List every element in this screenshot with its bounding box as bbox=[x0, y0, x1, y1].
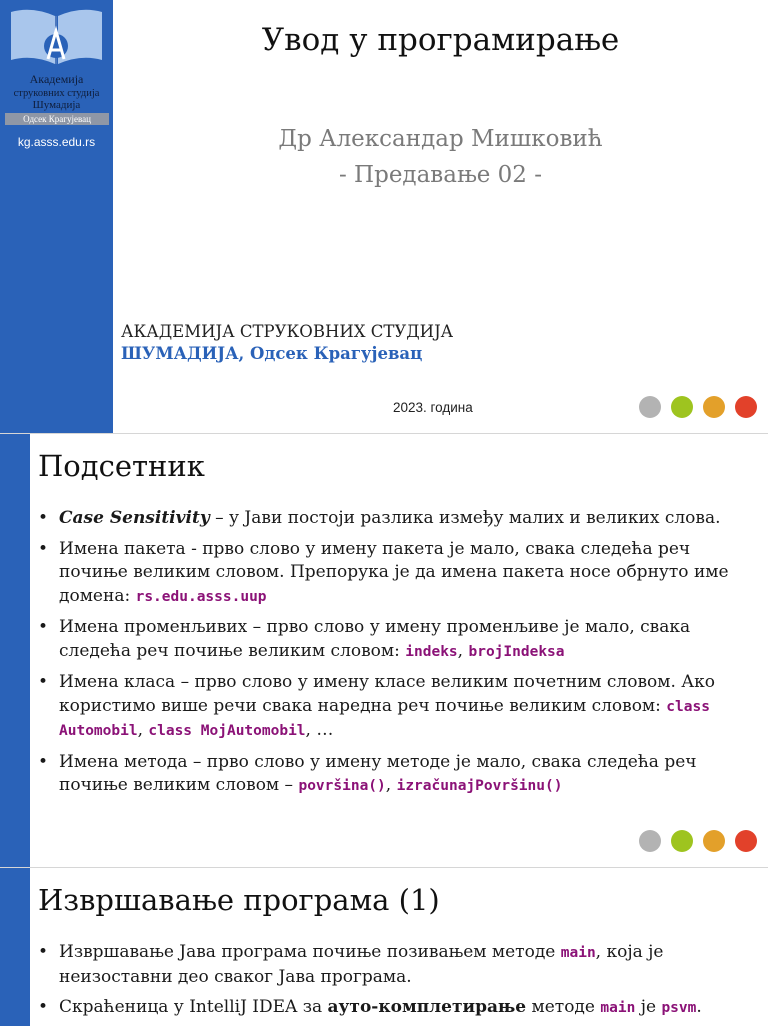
program-execution-slide bbox=[0, 868, 768, 1026]
code-snippet: površina() bbox=[298, 778, 386, 794]
logo-department: Одсек Крагујевац bbox=[5, 113, 109, 125]
author-name: Др Александар Мишковић bbox=[278, 126, 603, 152]
side-bar bbox=[0, 434, 30, 867]
academy-logo bbox=[0, 0, 113, 160]
green-dot-icon bbox=[671, 396, 693, 418]
bullet-icon: • bbox=[38, 617, 49, 637]
code-snippet: class Automobil bbox=[59, 698, 710, 739]
list-item: • Имена пакета - прво слово у имену пакета је мало, свака следећа реч почиње великим словом. Препорука је да имена пакета носе обрнуто име домена: rs.edu.asss.uup bbox=[38, 538, 729, 606]
bullet-icon: • bbox=[38, 538, 49, 559]
bullet-icon: • bbox=[38, 997, 49, 1017]
orange-dot-icon bbox=[703, 830, 725, 852]
academy-url: kg.asss.edu.rs bbox=[17, 135, 96, 149]
bullet-list bbox=[38, 507, 760, 806]
red-dot-icon bbox=[735, 830, 757, 852]
bullet-icon: • bbox=[38, 508, 49, 528]
logo-name-line1: Академија bbox=[29, 72, 84, 86]
academy-name: АКАДЕМИЈА СТРУКОВНИХ СТУДИЈА bbox=[121, 322, 454, 341]
code-snippet: izračunajPovršinu() bbox=[396, 778, 563, 794]
slide-heading: Подсетник bbox=[38, 449, 205, 483]
bullet-icon: • bbox=[38, 751, 49, 772]
code-snippet: class MojAutomobil bbox=[148, 723, 306, 739]
gray-dot-icon bbox=[639, 830, 661, 852]
department-name: ШУМАДИЈА, Одсек Крагујевац bbox=[121, 344, 423, 363]
reminder-slide bbox=[0, 434, 768, 867]
lecture-number: - Предавање 02 - bbox=[338, 162, 543, 188]
slide-heading: Извршавање програма (1) bbox=[38, 883, 440, 917]
list-item: • Имена променљивих – прво слово у имену променљиве је мало, свака следећа реч почиње великим словом: indeks, brojIndeksa bbox=[38, 617, 691, 661]
title-slide bbox=[0, 0, 768, 433]
red-dot-icon bbox=[735, 396, 757, 418]
list-item: • Извршавање Јава програма почиње позивањем методе main, која је неизоставни део сваког Јава програма. bbox=[38, 942, 664, 987]
logo-name-line2: струковних студија bbox=[13, 88, 100, 99]
bullet-icon: • bbox=[38, 672, 49, 692]
decorative-dots bbox=[639, 830, 757, 852]
gray-dot-icon bbox=[639, 396, 661, 418]
bullet-icon: • bbox=[38, 942, 49, 962]
code-snippet: main bbox=[600, 1000, 636, 1016]
list-item: • Case Sensitivity – у Јави постоји разлика између малих и великих слова. bbox=[38, 507, 760, 531]
green-dot-icon bbox=[671, 830, 693, 852]
code-snippet: main bbox=[560, 945, 596, 961]
side-bar bbox=[0, 868, 30, 1026]
code-snippet: indeks bbox=[405, 643, 458, 660]
list-item: • Имена класа – прво слово у имену класе великим почетним словом. Ако користимо више речи свака наредна реч почиње великим словом: class Automobil, class MojAutomobil, … bbox=[38, 672, 716, 740]
year-label: 2023. година bbox=[393, 400, 473, 415]
bullet-list bbox=[38, 941, 760, 1026]
orange-dot-icon bbox=[703, 396, 725, 418]
course-title: Увод у програмирање bbox=[261, 22, 620, 58]
book-emblem-icon bbox=[8, 6, 105, 68]
list-item: • Имена метода – прво слово у имену методе је мало, свака следећа реч почиње великим словом – površina(), izračunajPovršinu() bbox=[38, 751, 697, 795]
decorative-dots bbox=[639, 396, 757, 418]
code-snippet: brojIndeksa bbox=[468, 643, 565, 660]
logo-name-line3: Шумадија bbox=[32, 99, 81, 111]
code-snippet: psvm bbox=[661, 1000, 697, 1016]
list-item: • Скраћеница у IntelliJ IDEA за ауто-комплетирање методе main је psvm. bbox=[38, 996, 760, 1021]
code-snippet: rs.edu.asss.uup bbox=[135, 588, 267, 605]
